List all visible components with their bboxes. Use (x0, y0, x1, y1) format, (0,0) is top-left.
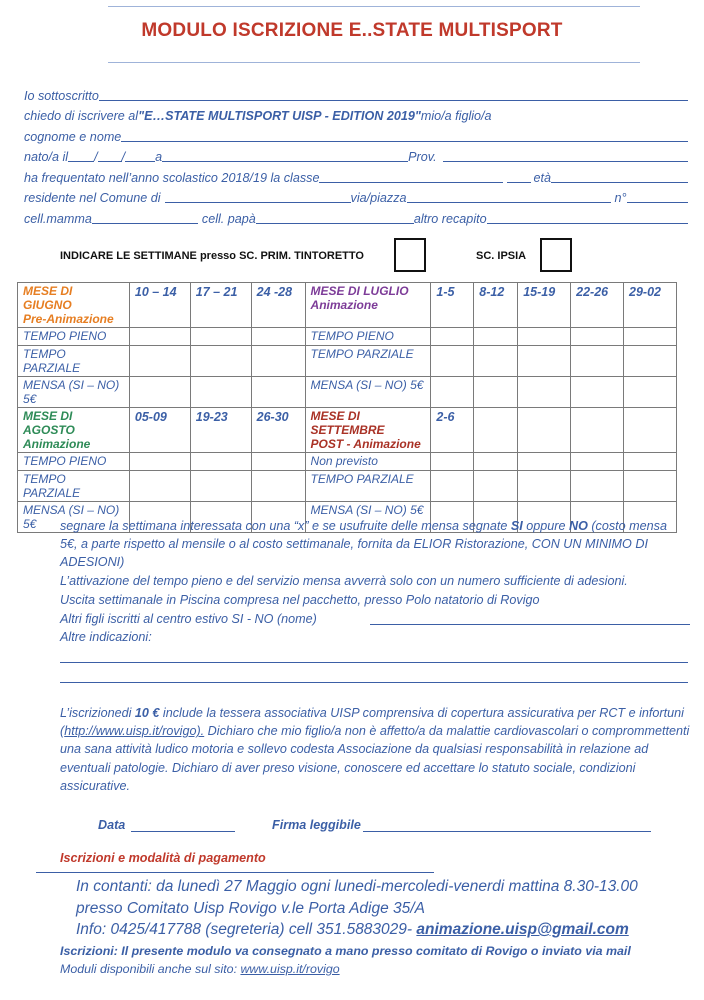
row-label: TEMPO PARZIALE (305, 471, 431, 502)
row-label: TEMPO PIENO (18, 328, 130, 346)
form-row-request: chiedo di iscrivere al "E…STATE MULTISPORT UISP - EDITION 2019" mio/a figlio/a (24, 109, 492, 123)
download-note: Moduli disponibili anche sul sito: www.uisp.it/rovigo (60, 962, 340, 976)
pool-note: Uscita settimanale in Piscina compresa nel pacchetto, presso Polo natatorio di Rovigo (60, 593, 540, 607)
payment-rule (36, 872, 434, 873)
father-phone-field[interactable] (256, 211, 414, 224)
birth-day-field[interactable] (68, 149, 94, 162)
june-week-1: 10 – 14 (129, 283, 190, 328)
payment-title: Iscrizioni e modalità di pagamento (60, 851, 266, 865)
child-name-field[interactable] (121, 129, 688, 142)
june-week-2: 17 – 21 (190, 283, 251, 328)
province-field[interactable] (443, 149, 688, 162)
form-row-address: residente nel Comune di via/piazza n° (24, 185, 688, 206)
house-number-field[interactable] (627, 190, 688, 203)
weeks-table (17, 282, 677, 533)
registration-form (24, 82, 688, 226)
september-header: MESE DI SETTEMBRE POST - Animazione (305, 408, 431, 453)
class-field[interactable] (319, 170, 503, 183)
august-header: MESE DI AGOSTO Animazione (18, 408, 130, 453)
row-label: MENSA (SI – NO) 5€ (18, 377, 130, 408)
activation-note: L’attivazione del tempo pieno e del servizio mensa avverrà solo con un numero sufficiente di adesioni. (60, 574, 628, 588)
july-week-5: 29-02 (624, 283, 677, 328)
signature-field[interactable] (363, 831, 651, 832)
date-field[interactable] (131, 831, 235, 832)
form-row-name: Io sottoscritto (24, 82, 688, 103)
form-row-child: cognome e nome (24, 123, 688, 144)
row-label: Non previsto (305, 453, 431, 471)
street-field[interactable] (407, 190, 611, 203)
payment-office: presso Comitato Uisp Rovigo v.le Porta Adige 35/A (76, 900, 425, 917)
title-rule (108, 62, 640, 63)
top-rule (108, 6, 640, 7)
signature-label: Firma leggibile (272, 818, 361, 832)
city-field[interactable] (165, 190, 351, 203)
payment-cash: In contanti: da lunedì 27 Maggio ogni lunedi-mercoledi-venerdi mattina 8.30-13.00 (76, 878, 638, 895)
other-notes-line-2[interactable] (60, 682, 688, 683)
email-link[interactable]: animazione.uisp@gmail.com (416, 921, 629, 938)
july-header: MESE DI LUGLIO Animazione (305, 283, 431, 328)
tintoretto-checkbox[interactable] (394, 238, 426, 272)
row-label: TEMPO PIENO (18, 453, 130, 471)
row-label: TEMPO PIENO (305, 328, 431, 346)
row-label: TEMPO PARZIALE (305, 346, 431, 377)
mother-phone-field[interactable] (92, 211, 198, 224)
siblings-name-field[interactable] (370, 624, 690, 625)
row-label: TEMPO PARZIALE (18, 346, 130, 377)
site-link[interactable]: www.uisp.it/rovigo (240, 962, 340, 976)
event-name: "E…STATE MULTISPORT UISP - EDITION 2019" (138, 109, 421, 123)
birth-month-field[interactable] (98, 149, 122, 162)
legal-paragraph: L’iscrizionedi 10 € include la tessera associativa UISP comprensiva di copertura assicurativa per RCT e infortuni (http://www.uisp.it/rovigo). Dichiaro che mio figlio/a non è affetto/a da malattie cardiovascolari o comprommettenti una sana attività ludico motoria e sollevo codesta Associazione da qualsiasi responsabilità in relazione ad eventuali patologie. Dichiaro di aver preso visione, conoscere ed accettare lo statuto sociale, condizioni assicurative. (60, 706, 690, 793)
ipsia-checkbox[interactable] (540, 238, 572, 272)
august-week-2: 19-23 (190, 408, 251, 453)
july-week-3: 15-19 (518, 283, 571, 328)
table-row (18, 377, 677, 408)
row-label: MENSA (SI – NO) 5€ (18, 502, 130, 533)
september-week-1: 2-6 (431, 408, 474, 453)
other-notes-label: Altre indicazioni: (60, 630, 152, 644)
row-label: MENSA (SI – NO) 5€ (305, 502, 431, 533)
age-field[interactable] (551, 170, 688, 183)
july-week-4: 22-26 (571, 283, 624, 328)
birth-place-field[interactable] (162, 149, 408, 162)
class-extra-field[interactable] (507, 170, 531, 183)
date-label: Data (98, 818, 126, 832)
june-header: MESE DI GIUGNO Pre-Animazione (18, 283, 130, 328)
submission-note: Iscrizioni: Il presente modulo va consegnato a mano presso comitato di Rovigo o inviato via mail (60, 944, 631, 958)
form-row-birth: nato/a il / / a Prov. (24, 144, 688, 165)
table-row (18, 453, 677, 471)
july-week-1: 1-5 (431, 283, 474, 328)
payment-info: Info: 0425/417788 (segreteria) cell 351.5883029- animazione.uisp@gmail.com (76, 921, 629, 938)
siblings-label: Altri figli iscritti al centro estivo SI - NO (nome) (60, 612, 317, 626)
august-week-3: 26-30 (251, 408, 305, 453)
july-week-2: 8-12 (474, 283, 518, 328)
august-week-1: 05-09 (129, 408, 190, 453)
uisp-link[interactable]: http://www.uisp.it/rovigo). (64, 724, 205, 739)
weeks-instruction: INDICARE LE SETTIMANE presso SC. PRIM. TINTORETTO (60, 250, 364, 262)
form-row-class: ha frequentato nell’anno scolastico 2018/19 la classe età (24, 164, 688, 185)
birth-year-field[interactable] (125, 149, 155, 162)
signer-name-field[interactable] (99, 88, 688, 101)
table-row (18, 471, 677, 502)
june-week-3: 24 -28 (251, 283, 305, 328)
notes-paragraph: segnare la settimana interessata con una “x” e se usufruite delle mensa segnate SI oppure NO (costo mensa 5€, a parte rispetto al mensile o al costo settimanale, fornita da ELIOR Ristorazione, CON UN MINIMO DI ADESIONI) (60, 519, 667, 570)
row-label: MENSA (SI – NO) 5€ (305, 377, 431, 408)
ipsia-label: SC. IPSIA (476, 250, 527, 262)
table-row (18, 328, 677, 346)
table-row (18, 346, 677, 377)
other-contact-field[interactable] (487, 211, 688, 224)
table-row (18, 408, 677, 453)
table-row (18, 283, 677, 328)
row-label: TEMPO PARZIALE (18, 471, 130, 502)
form-row-phones: cell.mamma cell. papà altro recapito (24, 205, 688, 226)
page-title: MODULO ISCRIZIONE E..STATE MULTISPORT (141, 20, 563, 41)
other-notes-line-1[interactable] (60, 662, 688, 663)
